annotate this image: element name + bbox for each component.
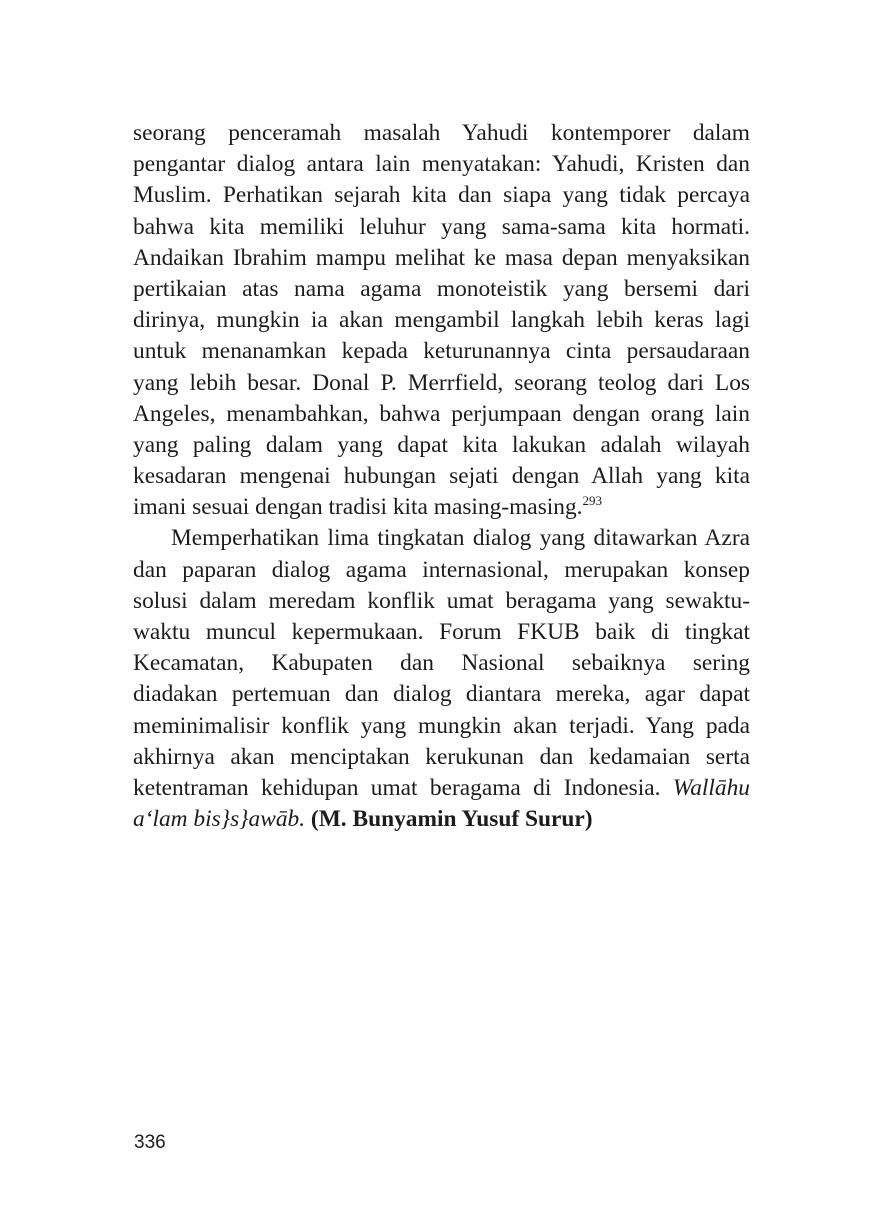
text-line: dirinya, mungkin ia akan mengambil langkah lebih keras lagi: [133, 307, 750, 334]
line-text: ketentraman kehidupan umat beragama di Indonesia.: [133, 774, 661, 801]
text-line: yang lebih besar. Donal P. Merrfield, seorang teolog dari Los: [133, 369, 750, 396]
paragraph-1: [133, 118, 750, 523]
text-line: seorang penceramah masalah Yahudi kontemporer dalam: [133, 120, 750, 146]
text-line: dan paparan dialog agama internasional, merupakan konsep: [133, 556, 750, 583]
arabic-phrase: Wallāhu: [672, 774, 750, 801]
text-line: meminimalisir konflik yang mungkin akan terjadi. Yang pada: [133, 712, 750, 739]
text-line: bahwa kita memiliki leluhur yang sama-sama kita hormati.: [133, 213, 750, 240]
text-line: yang paling dalam yang dapat kita lakukan adalah wilayah: [133, 431, 750, 458]
text-line: Andaikan Ibrahim mampu melihat ke masa depan menyaksikan: [133, 244, 750, 271]
body-text: [133, 118, 750, 835]
text-line: pertikaian atas nama agama monoteistik yang bersemi dari: [133, 275, 750, 302]
footnote-reference[interactable]: 293: [582, 493, 603, 509]
text-line: Kecamatan, Kabupaten dan Nasional sebaiknya sering: [133, 650, 750, 677]
text-line: diadakan pertemuan dan dialog diantara mereka, agar dapat: [133, 681, 750, 708]
author-signature: (M. Bunyamin Yusuf Surur): [310, 806, 593, 833]
text-line: solusi dalam meredam konflik umat beragama yang sewaktu-: [133, 587, 750, 614]
text-line: pengantar dialog antara lain menyatakan: Yahudi, Kristen dan: [133, 151, 750, 178]
last-line-text: imani sesuai dengan tradisi kita masing-masing.: [133, 494, 583, 521]
text-line: untuk menanamkan kepada keturunannya cinta persaudaraan: [133, 338, 750, 365]
text-line-first: Memperhatikan lima tingkatan dialog yang ditawarkan Azra: [171, 525, 750, 552]
paragraph-2: [133, 523, 750, 835]
page-number: 336: [134, 1132, 166, 1153]
arabic-phrase-continued: a‘lam bis}s}awāb.: [133, 806, 306, 833]
text-line-last: [133, 492, 750, 523]
text-line: akhirnya akan menciptakan kerukunan dan kedamaian serta: [133, 743, 750, 770]
text-line: waktu muncul kepermukaan. Forum FKUB baik di tingkat: [133, 619, 750, 645]
text-line: Muslim. Perhatikan sejarah kita dan siapa yang tidak percaya: [133, 182, 750, 209]
text-line: Angeles, menambahkan, bahwa perjumpaan dengan orang lain: [133, 400, 750, 427]
text-line-last: [133, 804, 750, 835]
text-line: kesadaran mengenai hubungan sejati dengan Allah yang kita: [133, 463, 750, 490]
text-line: [133, 773, 750, 804]
